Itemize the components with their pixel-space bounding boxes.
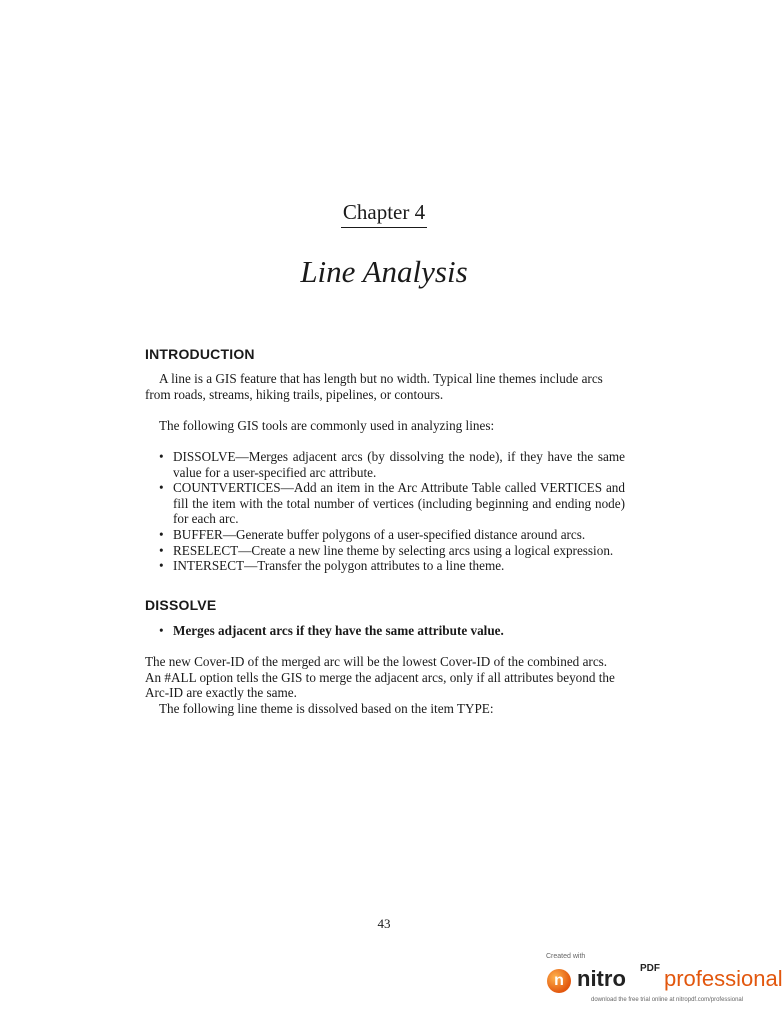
dissolve-bullet-list (145, 623, 625, 639)
tool-name: COUNTVERTICES (173, 480, 281, 496)
list-item: • BUFFER—Generate buffer polygons of a user-specified distance around arcs. (159, 526, 586, 542)
watermark-created: Created with (546, 953, 586, 960)
list-item: • COUNTVERTICES—Add an item in the Arc Attribute Table called VERTICES and fill the item with the total number of vertices (including beginning and ending node) for each arc. (159, 480, 625, 527)
watermark-pdf: PDF (640, 963, 660, 974)
dissolve-paragraph-1: The new Cover-ID of the merged arc will be the lowest Cover-ID of the combined arcs. An #ALL option tells the GIS to merge the adjacent arcs, only if all attributes beyond the Arc-ID are exactly the same. (145, 654, 615, 701)
list-item: • INTERSECT—Transfer the polygon attributes to a line theme. (159, 558, 505, 574)
tool-description: —Generate buffer polygons of a user-specified distance around arcs. (222, 526, 586, 542)
page-number: 43 (377, 916, 391, 931)
introduction-heading: INTRODUCTION (145, 346, 255, 362)
introduction-paragraph-2: The following GIS tools are commonly used in analyzing lines: (159, 418, 495, 433)
list-item: • Merges adjacent arcs if they have the same attribute value. (159, 623, 504, 638)
dissolve-paragraph-2: The following line theme is dissolved based on the item TYPE: (159, 701, 494, 716)
tool-description: —Merges adjacent arcs (by dissolving the node), if they have the same value for a user-specified arc attribute. (173, 449, 625, 480)
chapter-title: Line Analysis (300, 254, 468, 289)
chapter-label-text: Chapter 4 (341, 198, 427, 228)
tool-name: DISSOLVE (173, 449, 236, 464)
nitro-watermark (545, 953, 783, 1013)
watermark-brand: nitro (577, 966, 626, 991)
chapter-label (0, 198, 768, 228)
tool-name: RESELECT (173, 542, 239, 558)
watermark-tagline: download the free trial online at nitropdf.com/professional (591, 997, 744, 1003)
list-item: • RESELECT—Create a new line theme by selecting arcs using a logical expression. (159, 542, 614, 558)
nitro-logo-icon: n (547, 969, 571, 993)
introduction-paragraph-1: A line is a GIS feature that has length but no width. Typical line themes include arcs from roads, streams, hiking trails, pipelines, or contours. (145, 371, 603, 402)
list-item: • DISSOLVE—Merges adjacent arcs (by dissolving the node), if they have the same value for a user-specified arc attribute. (159, 449, 625, 480)
tool-description: —Create a new line theme by selecting arcs using a logical expression. (238, 542, 614, 558)
tool-name: BUFFER (173, 526, 223, 542)
tools-list (145, 449, 625, 574)
tool-description: —Add an item in the Arc Attribute Table called VERTICES and fill the item with the total number of vertices (including beginning and ending node) for each arc. (173, 480, 625, 527)
watermark-professional: professional (664, 966, 783, 991)
tool-description: —Transfer the polygon attributes to a line theme. (244, 558, 505, 574)
dissolve-bullet-text: Merges adjacent arcs if they have the same attribute value. (173, 623, 504, 638)
dissolve-heading: DISSOLVE (145, 597, 217, 613)
tool-name: INTERSECT (173, 558, 245, 574)
